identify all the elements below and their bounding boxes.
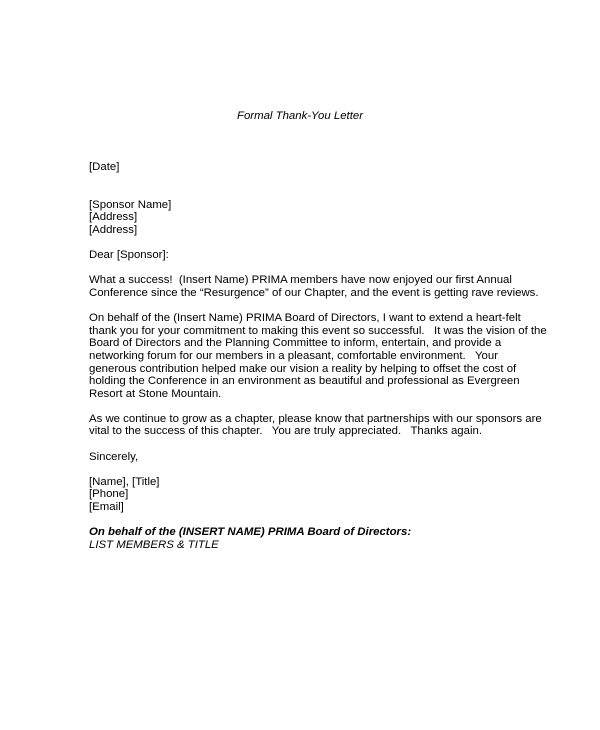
- paragraph-line: As we continue to grow as a chapter, please know that partnerships with our sponsors are: [89, 412, 542, 425]
- paragraph-line: Conference since the “Resurgence” of our Chapter, and the event is getting rave reviews.: [89, 286, 539, 299]
- paragraph-line: Resort at Stone Mountain.: [89, 387, 222, 400]
- closing: Sincerely,: [89, 450, 139, 463]
- paragraph-3: [89, 413, 549, 438]
- spacer: [89, 438, 549, 451]
- spacer: [89, 514, 549, 527]
- paragraph-2: [89, 312, 549, 400]
- spacer: [89, 174, 549, 187]
- signature-phone: [Phone]: [89, 488, 129, 501]
- paragraph-line: networking forum for our members in a pleasant, comfortable environment. Your: [89, 349, 498, 362]
- spacer: [89, 237, 549, 250]
- letter-title: Formal Thank-You Letter: [237, 110, 363, 122]
- paragraph-line: holding the Conference in an environment as beautiful and professional as Evergreen: [89, 375, 520, 388]
- members-line: LIST MEMBERS & TITLE: [89, 538, 219, 551]
- letter-body: [89, 161, 549, 551]
- sponsor-address: [Address]: [89, 223, 138, 236]
- spacer: [89, 400, 549, 413]
- board-line: On behalf of the (INSERT NAME) PRIMA Board of Directors:: [89, 526, 412, 539]
- signature-name-title: [Name], [Title]: [89, 475, 160, 488]
- paragraph-line: vital to the success of this chapter. You are truly appreciated. Thanks again.: [89, 425, 482, 438]
- spacer: [89, 300, 549, 313]
- spacer: [89, 463, 549, 476]
- paragraph-line: thank you for your commitment to making this event so successful. It was the vision of the: [89, 324, 547, 337]
- salutation: Dear [Sponsor]:: [89, 249, 169, 262]
- sponsor-name: [Sponsor Name]: [89, 198, 172, 211]
- paragraph-line: On behalf of the (Insert Name) PRIMA Board of Directors, I want to extend a heart-felt: [89, 312, 521, 325]
- sponsor-address: [Address]: [89, 211, 138, 224]
- date-line: [Date]: [89, 161, 120, 173]
- spacer: [89, 186, 549, 199]
- paragraph-line: Board of Directors and the Planning Committee to inform, entertain, and provide a: [89, 337, 502, 350]
- paragraph-line: generous contribution helped make our vision a reality by helping to offset the cost of: [89, 362, 517, 375]
- signature-email: [Email]: [89, 501, 124, 514]
- paragraph-line: What a success! (Insert Name) PRIMA members have now enjoyed our first Annual: [89, 274, 512, 287]
- spacer: [89, 262, 549, 275]
- paragraph-1: [89, 274, 549, 299]
